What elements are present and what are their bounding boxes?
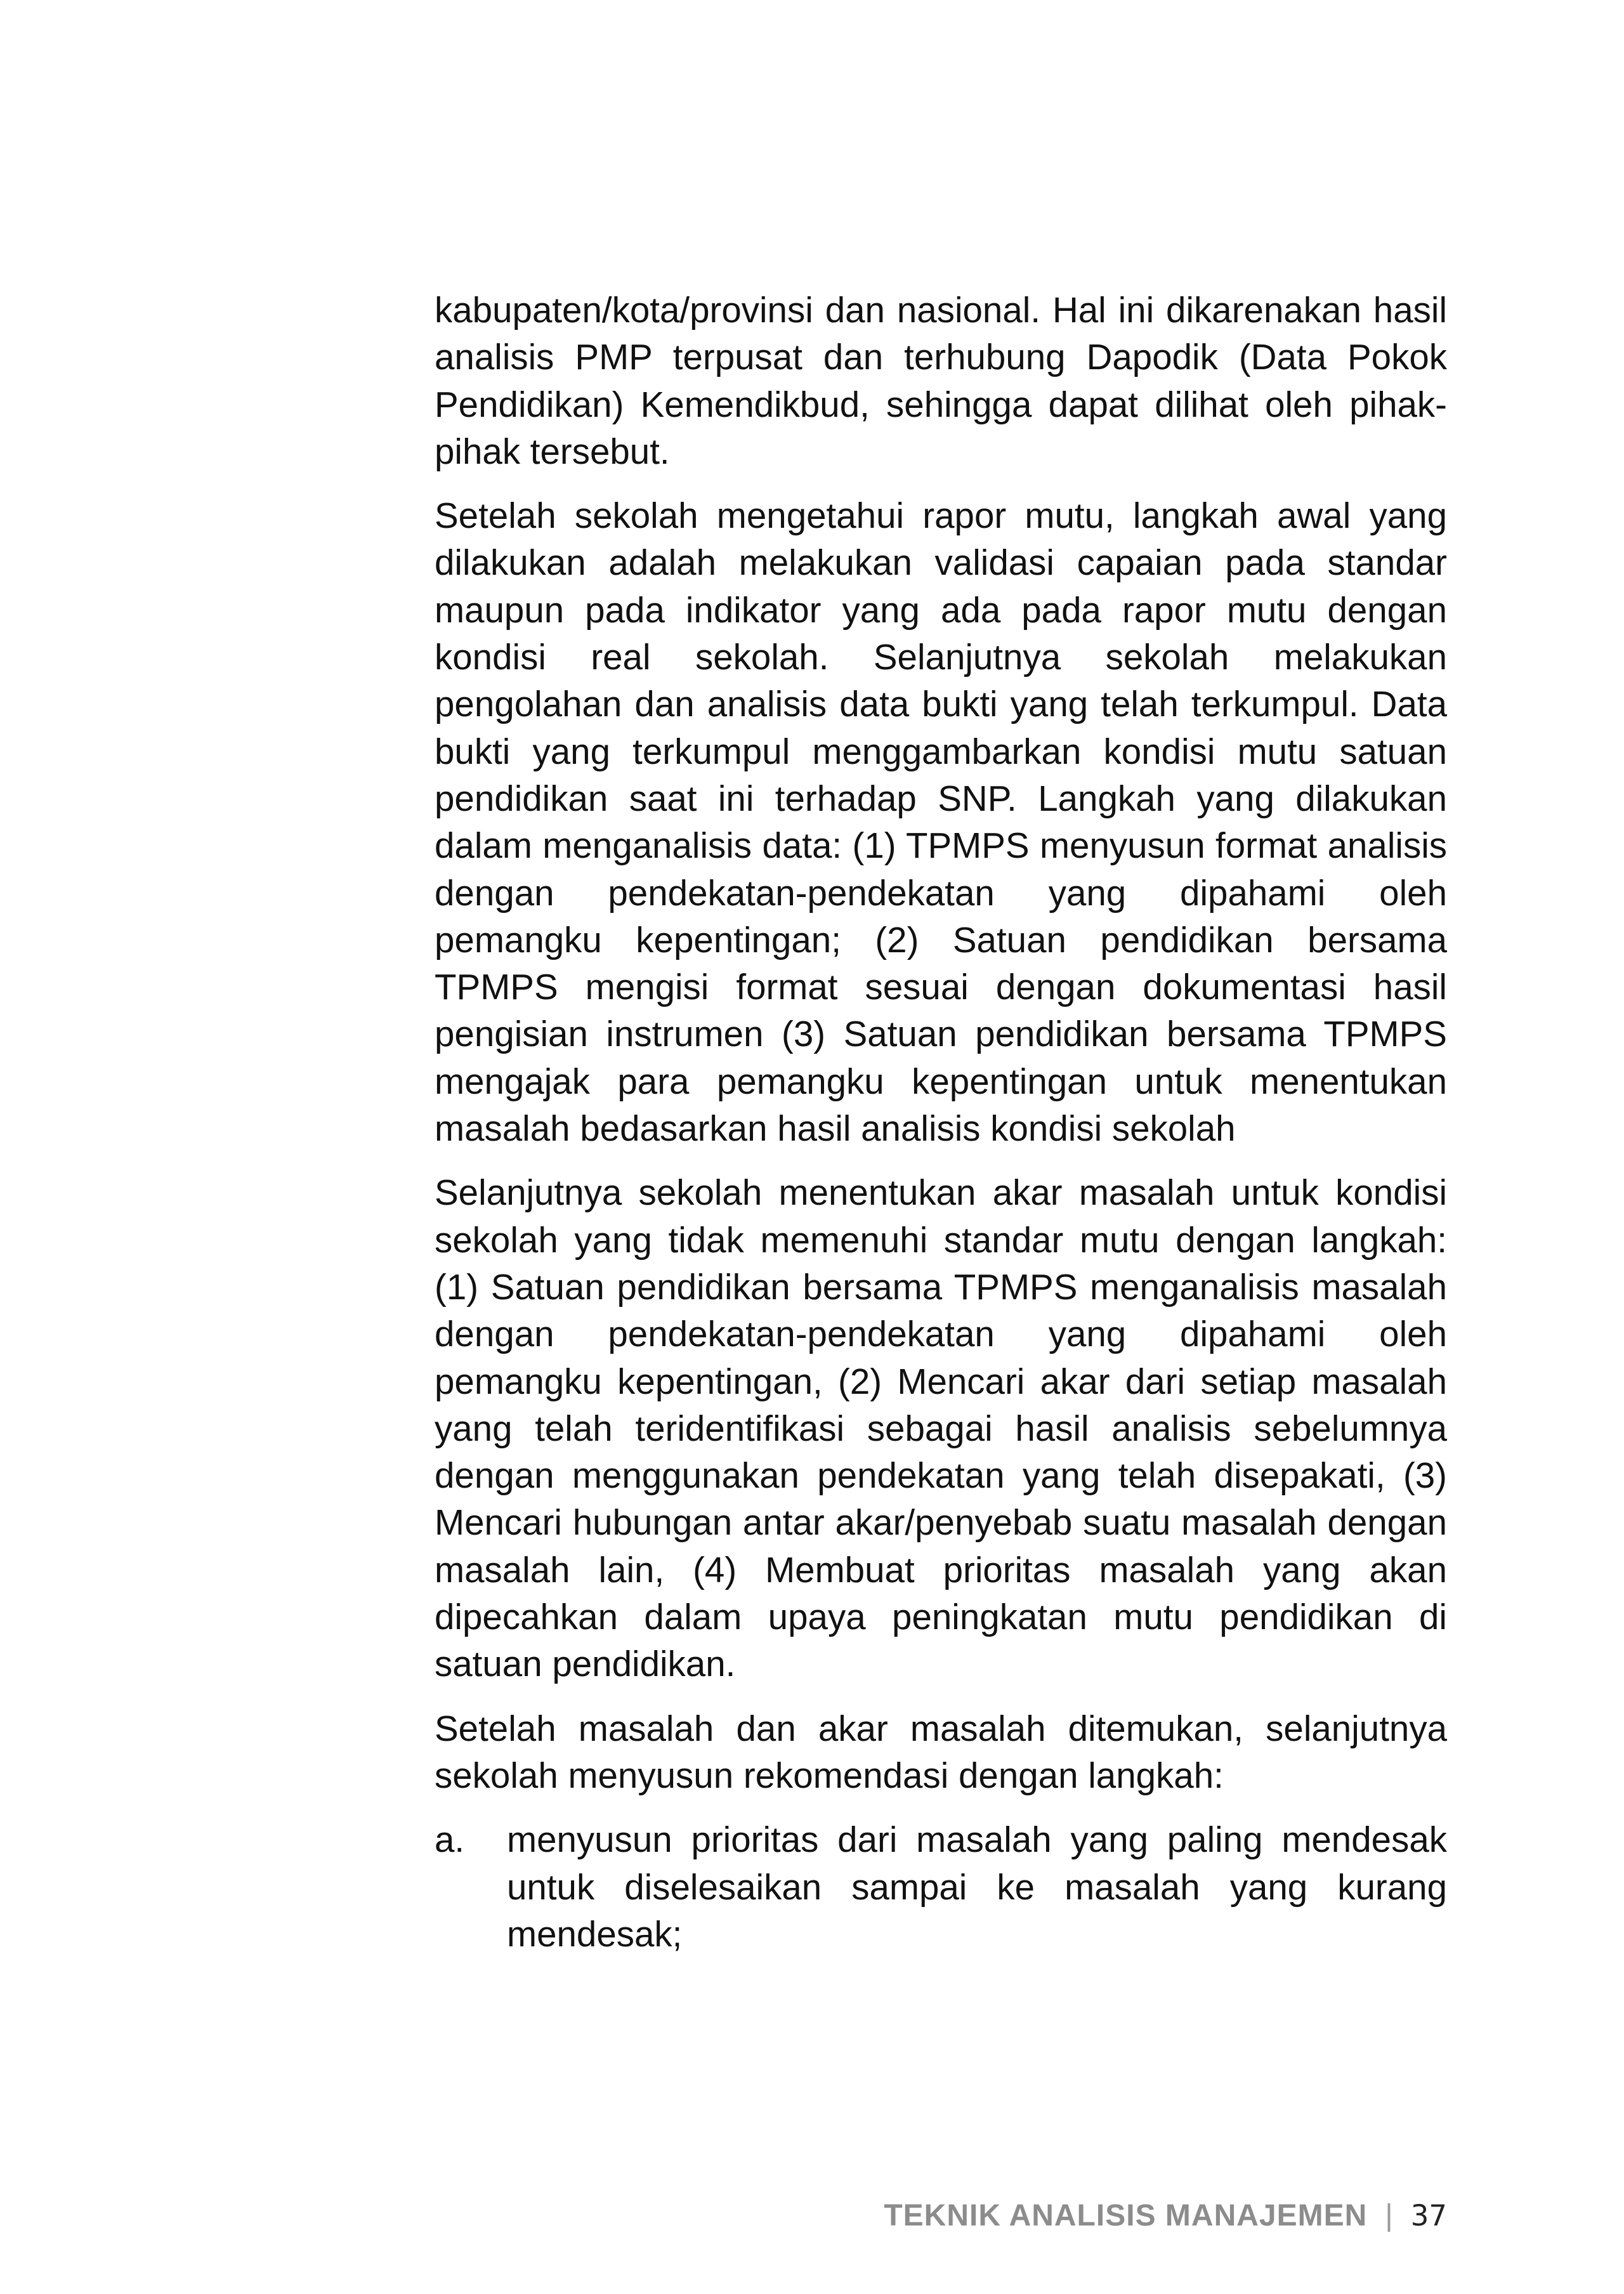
paragraph: kabupaten/kota/provinsi dan nasional. Hal ini dikarenakan hasil analisis PMP terpusat dan terhubung Dapodik (Data Pokok Pendidikan) Kemendikbud, sehingga dapat dilihat oleh pihak-pihak tersebut. bbox=[435, 290, 1447, 471]
paragraph: Selanjutnya sekolah menentukan akar masalah untuk kondisi sekolah yang tidak memenuhi standar mutu dengan langkah: (1) Satuan pendidikan bersama TPMPS menganalisis masalah dengan pendekatan-pendekatan yang dipahami oleh pemangku kepentingan, (2) Mencari akar dari setiap masalah yang telah teridentifikasi sebagai hasil analisis sebelumnya dengan menggunakan pendekatan yang telah disepakati, (3) Mencari hubungan antar akar/penyebab suatu masalah dengan masalah lain, (4) Membuat prioritas masalah yang akan dipecahkan dalam upaya peningkatan mutu pendidikan di satuan pendidikan. bbox=[435, 1172, 1447, 1684]
document-body bbox=[435, 287, 1447, 1958]
paragraph: Setelah sekolah mengetahui rapor mutu, langkah awal yang dilakukan adalah melakukan validasi capaian pada standar maupun pada indikator yang ada pada rapor mutu dengan kondisi real sekolah. Selanjutnya sekolah melakukan pengolahan dan analisis data bukti yang telah terkumpul. Data bukti yang terkumpul menggambarkan kondisi mutu satuan pendidikan saat ini terhadap SNP. Langkah yang dilakukan dalam menganalisis data: (1) TPMPS menyusun format analisis dengan pendekatan-pendekatan yang dipahami oleh pemangku kepentingan; (2) Satuan pendidikan bersama TPMPS mengisi format sesuai dengan dokumentasi hasil pengisian instrumen (3) Satuan pendidikan bersama TPMPS mengajak para pemangku kepentingan untuk menentukan masalah bedasarkan hasil analisis kondisi sekolah bbox=[435, 495, 1447, 1149]
list-marker: a. bbox=[435, 1819, 465, 1860]
list-item-text: menyusun prioritas dari masalah yang paling mendesak untuk diselesaikan sampai ke masalah yang kurang mendesak; bbox=[507, 1819, 1447, 1954]
page-footer bbox=[884, 2197, 1447, 2235]
page-number: 37 bbox=[1410, 2199, 1447, 2232]
footer-separator: | bbox=[1385, 2199, 1393, 2232]
footer-title: TEKNIK ANALISIS MANAJEMEN bbox=[884, 2199, 1368, 2232]
list-item bbox=[435, 1816, 1447, 1958]
paragraph: Setelah masalah dan akar masalah ditemukan, selanjutnya sekolah menyusun rekomendasi dengan langkah: bbox=[435, 1708, 1447, 1795]
